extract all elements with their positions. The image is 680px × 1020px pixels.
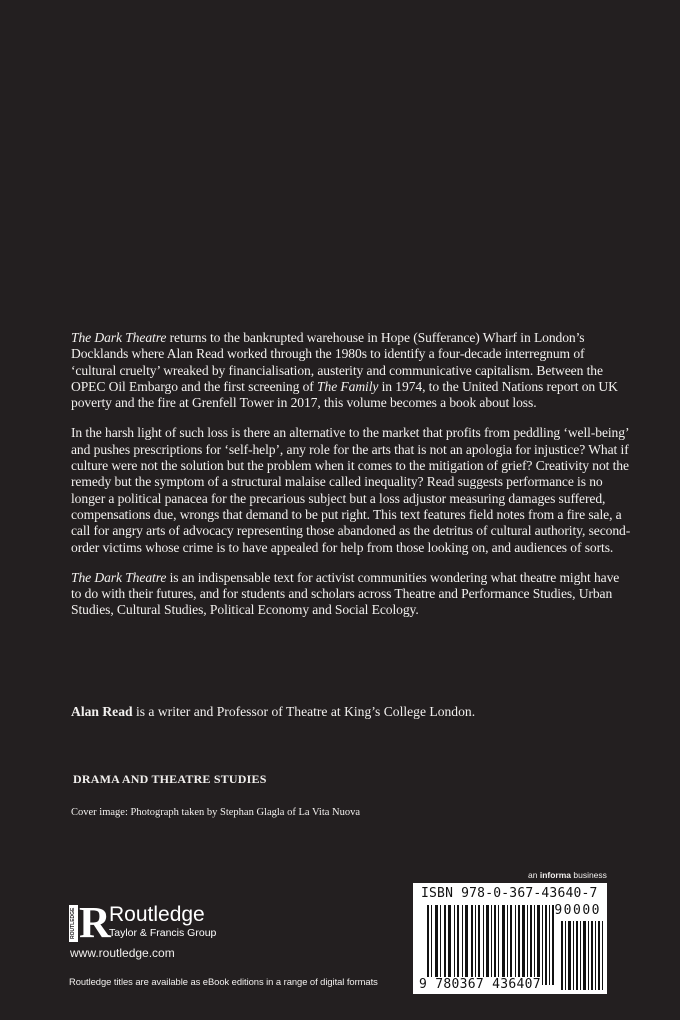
book-title-italic: The Dark Theatre [71, 569, 167, 585]
blurb-paragraph-3: The Dark Theatre is an indispensable text for activist communities wondering what theatre might have to do with their futures, and for students and scholars across Theatre and Performance Studies, Urban Studies, Cultural Studies, Political Economy and Social Ecology. [71, 569, 620, 618]
author-name: Alan Read [71, 704, 133, 719]
isbn-barcode [413, 883, 607, 994]
publisher-website: www.routledge.com [70, 946, 175, 960]
informa-business-label: an informa business [528, 870, 607, 880]
film-title-italic: The Family [317, 378, 379, 394]
routledge-logo-icon: ROUTLEDGE R [70, 898, 111, 947]
publisher-name: Routledge [109, 903, 205, 926]
routledge-logo [69, 898, 217, 947]
subject-category: DRAMA AND THEATRE STUDIES [73, 772, 267, 786]
author-bio: Alan Read is a writer and Professor of Theatre at King’s College London. [71, 704, 476, 719]
ean-number: 9 780367 436407 [419, 977, 541, 992]
blurb-paragraph-2: In the harsh light of such loss is there an alternative to the market that profits from peddling ‘well-being’ and pushes prescriptions for ‘self-help’, any role for the arts that is not an apologia for injustice? What if culture were not the solution but the problem when it comes to the mitigation of grief? Creativity not the remedy but the symptom of a structural malaise called inequality? Read suggests performance is no longer a political panacea for the precarious subject but a loss adjustor measuring damages suffered, compensations due, wrongs that demand to be put right. This text features field notes from a fire sale, a call for angry arts of advocacy representing those abandoned as the detritus of cultural authority, second-order victims whose crime is to have appealed for help from those looking on, and audiences of sorts. [71, 425, 631, 555]
publisher-group: Taylor & Francis Group [109, 927, 217, 939]
back-cover-blurb [71, 330, 631, 633]
price-code: 90000 [554, 903, 601, 918]
book-title-italic: The Dark Theatre [71, 330, 167, 345]
blurb-paragraph-1: The Dark Theatre returns to the bankrupted warehouse in Hope (Sufferance) Wharf in London’s Docklands where Alan Read worked through the 1980s to identify a four-decade interregnum of ‘cultural cruelty’ wreaked by financialisation, austerity and communicative capitalism. Between the OPEC Oil Embargo and the first screening of The Family in 1974, to the United Nations report on UK poverty and the fire at Grenfell Tower in 2017, this volume becomes a book about loss. [71, 330, 618, 411]
cover-image-credit: Cover image: Photograph taken by Stephan Glagla of La Vita Nuova [71, 807, 361, 818]
isbn-label: ISBN 978-0-367-43640-7 [421, 886, 598, 901]
ebook-note: Routledge titles are available as eBook editions in a range of digital formats [69, 976, 378, 987]
